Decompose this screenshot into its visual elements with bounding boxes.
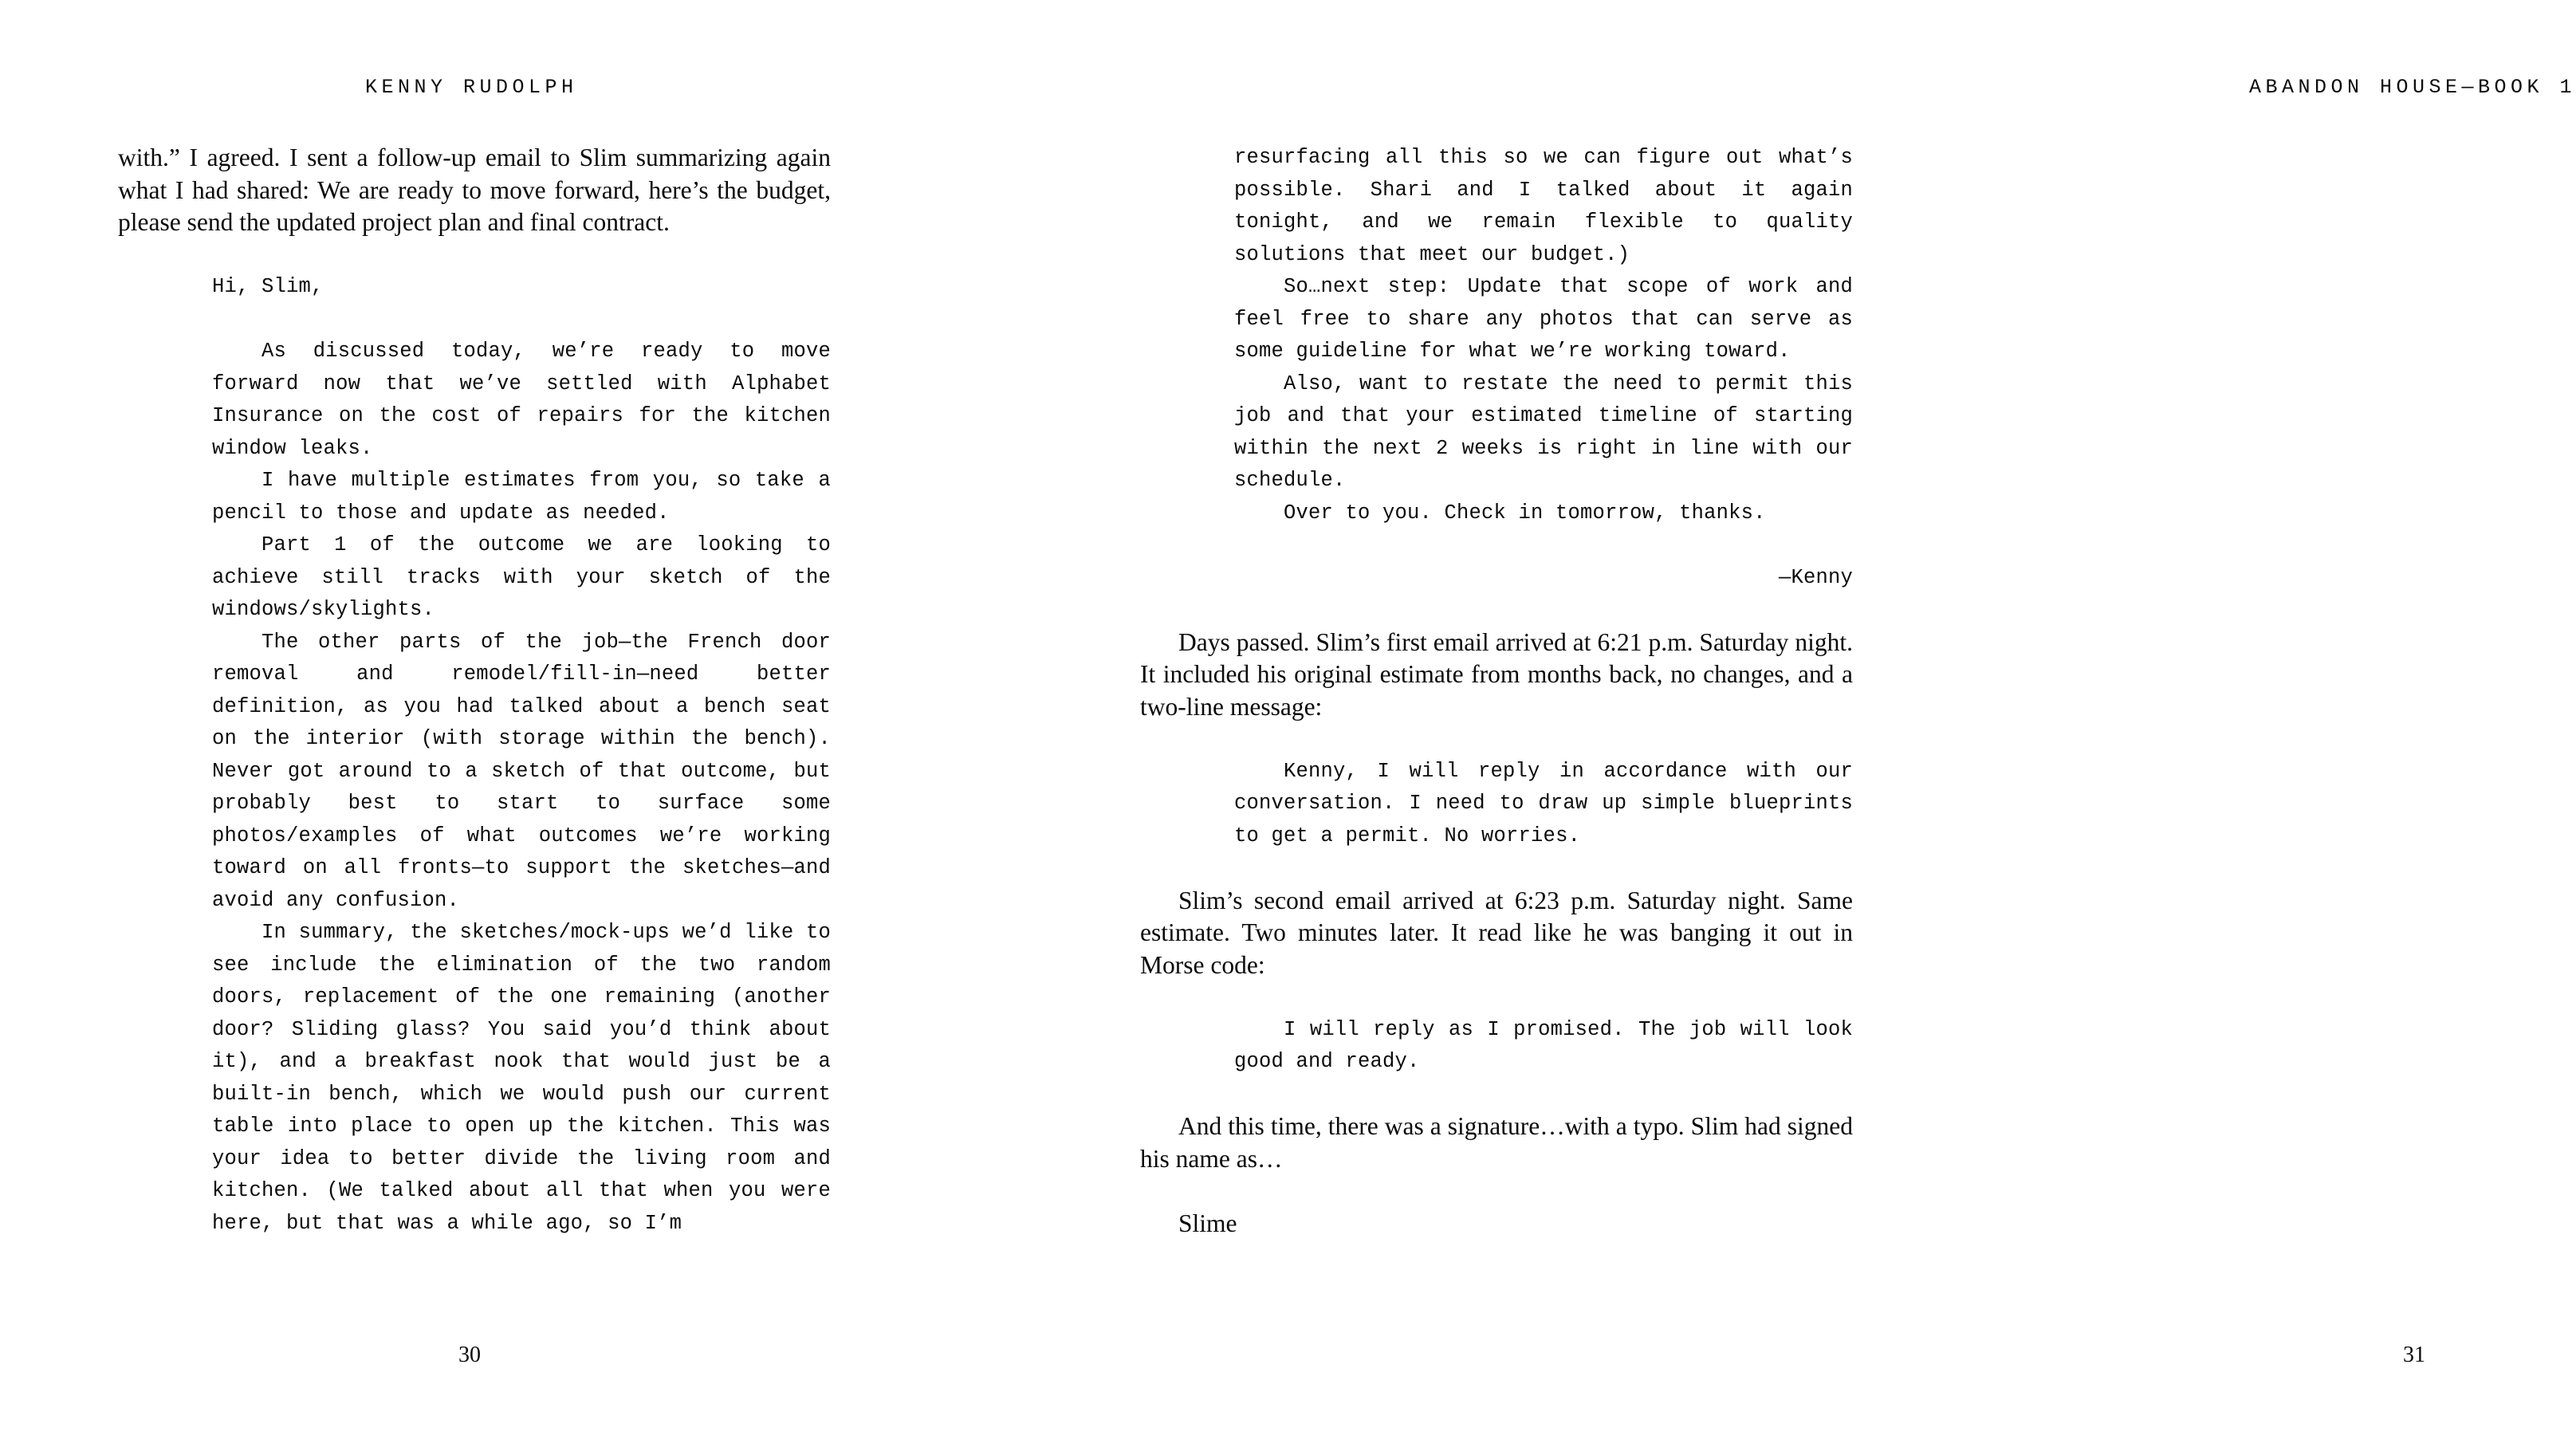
verso-text-block (118, 142, 831, 1240)
verso-page (0, 0, 957, 1435)
email-paragraph: I have multiple estimates from you, so take a pencil to those and update as needed. (212, 469, 831, 525)
spacer (1140, 529, 1853, 562)
spacer (1140, 852, 1853, 885)
spacer (1140, 1175, 1853, 1208)
spacer (118, 304, 831, 336)
page-number-verso: 30 (458, 1343, 481, 1367)
page-number-recto: 31 (2403, 1343, 2425, 1367)
spacer (1140, 594, 1853, 627)
narrative-paragraph-first-email: Days passed. Slim’s first email arrived at 6:21 p.m. Saturday night. It included his original estimate from months back, no changes, and a two-line message: (1140, 627, 1853, 721)
email-paragraph: In summary, the sketches/mock-ups we’d like to see include the elimination of the two random doors, replacement of the one remaining (another door? Sliding glass? You said you’d think about it), and a breakfast nook that would just be a built-in bench, which we would push our current table into place to open up the kitchen. This was your idea to better divide the living room and kitchen. (We talked about all that when you were here, but that was a while ago, so I’m (212, 921, 831, 1235)
spacer (1140, 981, 1853, 1014)
signature-typo-line: Slime (1178, 1209, 1237, 1237)
running-head-title: ABANDON HOUSE—BOOK 1 (2249, 76, 2576, 99)
recto-text-block (1140, 142, 1853, 1240)
email-salutation: Hi, Slim, (212, 275, 324, 298)
email-paragraph: Over to you. Check in tomorrow, thanks. (1284, 501, 1766, 525)
email-paragraph: Also, want to restate the need to permit this job and that your estimated timeline of starting within the next 2 weeks is right in line with our schedule. (1234, 372, 1853, 492)
narrative-paragraph-second-email: Slim’s second email arrived at 6:23 p.m. Saturday night. Same estimate. Two minutes later. It read like he was banging it out in Morse code: (1140, 886, 1853, 979)
running-head-author: KENNY RUDOLPH (365, 76, 578, 99)
email-paragraph: The other parts of the job—the French door removal and remodel/fill-in—need better definition, as you had talked about a bench seat on the interior (with storage within the bench). Never got around to a sketch of that outcome, but probably best to start to surface some photos/examples of what outcomes we’re working toward on all fronts—to support the sketches—and avoid any confusion. (212, 630, 831, 912)
email-signoff: —Kenny (1778, 565, 1853, 589)
spacer (1140, 1079, 1853, 1111)
email-paragraph: So…next step: Update that scope of work and feel free to share any photos that can serve as some guideline for what we’re working toward. (1234, 275, 1853, 363)
quoted-email-reply-one: Kenny, I will reply in accordance with our conversation. I need to draw up simple blueprints to get a permit. No worries. (1234, 759, 1853, 847)
email-paragraph: Part 1 of the outcome we are looking to achieve still tracks with your sketch of the windows/skylights. (212, 533, 831, 621)
email-paragraph: resurfacing all this so we can figure out what’s possible. Shari and I talked about it again tonight, and we remain flexible to quality solutions that meet our budget.) (1234, 146, 1853, 266)
narrative-paragraph-opening: with.” I agreed. I sent a follow-up email to Slim summarizing again what I had shared: We are ready to move forward, here’s the budget, please send the updated project plan and final contract. (118, 144, 831, 236)
email-paragraph: As discussed today, we’re ready to move forward now that we’ve settled with Alphabet Insurance on the cost of repairs for the kitchen window leaks. (212, 340, 831, 460)
spacer (1140, 723, 1853, 756)
recto-page (957, 0, 2576, 1435)
spacer (118, 239, 831, 272)
narrative-paragraph-signature: And this time, there was a signature…with a typo. Slim had signed his name as… (1140, 1112, 1853, 1173)
quoted-email-reply-two: I will reply as I promised. The job will look good and ready. (1234, 1017, 1853, 1073)
